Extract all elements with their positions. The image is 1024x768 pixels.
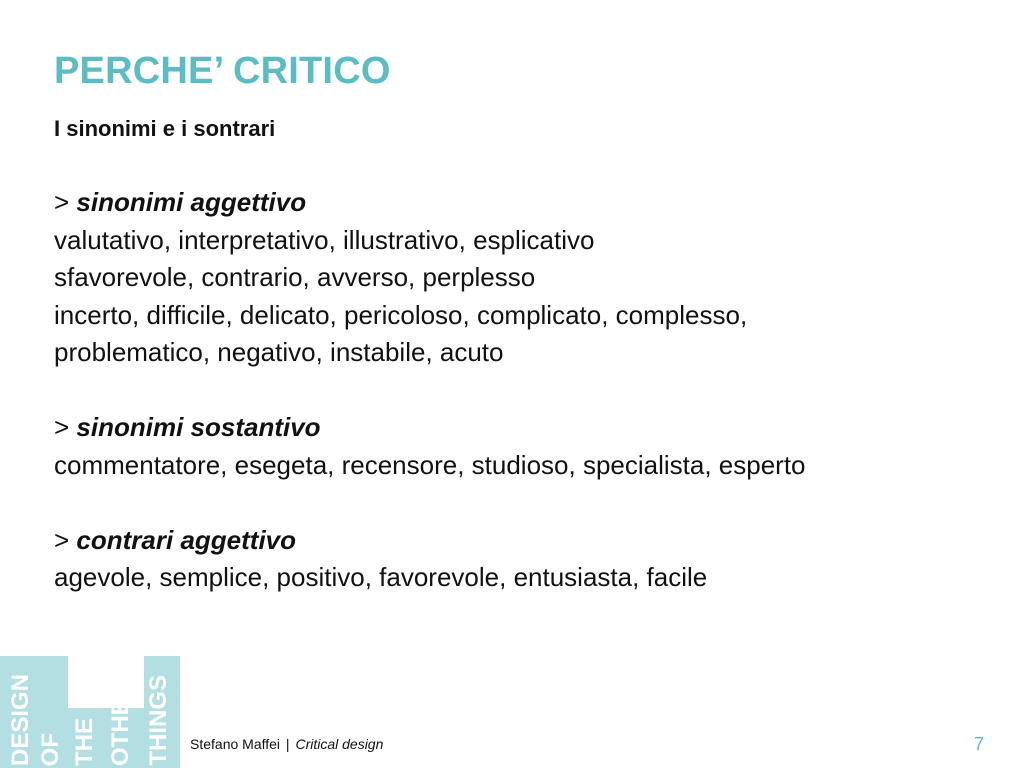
logo-text: OF — [37, 732, 64, 766]
section-line: valutativo, interpretativo, illustrativo, esplicativo — [54, 224, 595, 255]
section-heading-sinonimi-sostantivo — [54, 409, 994, 447]
logo-text: OTHER — [107, 682, 134, 766]
logo-text: THINGS — [145, 675, 172, 766]
footer-credit — [190, 736, 383, 752]
section-heading-sinonimi-aggettivo — [54, 184, 994, 222]
footer-author: Stefano Maffei — [190, 736, 281, 752]
arrow-marker: > — [54, 412, 70, 442]
footer-separator: | — [285, 736, 290, 752]
page-number: 7 — [973, 734, 984, 754]
section-line: agevole, semplice, positivo, favorevole, entusiasta, facile — [54, 562, 708, 592]
section-label: contrari aggettivo — [76, 524, 297, 555]
section-label: sinonimi aggettivo — [76, 187, 307, 217]
section-label: sinonimi sostantivo — [76, 412, 321, 442]
section-line: commentatore, esegeta, recensore, studioso, specialista, esperto — [54, 449, 806, 480]
logo-text: THE — [71, 718, 98, 766]
footer-course: Critical design — [295, 736, 384, 752]
design-of-the-other-things-logo — [0, 656, 180, 768]
arrow-marker: > — [54, 524, 70, 555]
slide-body — [54, 184, 994, 597]
section-heading-contrari-aggettivo — [54, 522, 994, 560]
spacer — [54, 372, 994, 410]
logo-text: DESIGN — [7, 673, 34, 766]
slide-subtitle: I sinonimi e i sontrari — [54, 116, 276, 141]
section-line: incerto, difficile, delicato, pericoloso, complicato, complesso, — [54, 299, 748, 330]
spacer — [54, 484, 994, 522]
slide-title: PERCHE’ CRITICO — [54, 50, 391, 92]
section-line: problematico, negativo, instabile, acuto — [54, 337, 504, 367]
section-line: sfavorevole, contrario, avverso, perplesso — [54, 262, 536, 292]
arrow-marker: > — [54, 187, 70, 217]
